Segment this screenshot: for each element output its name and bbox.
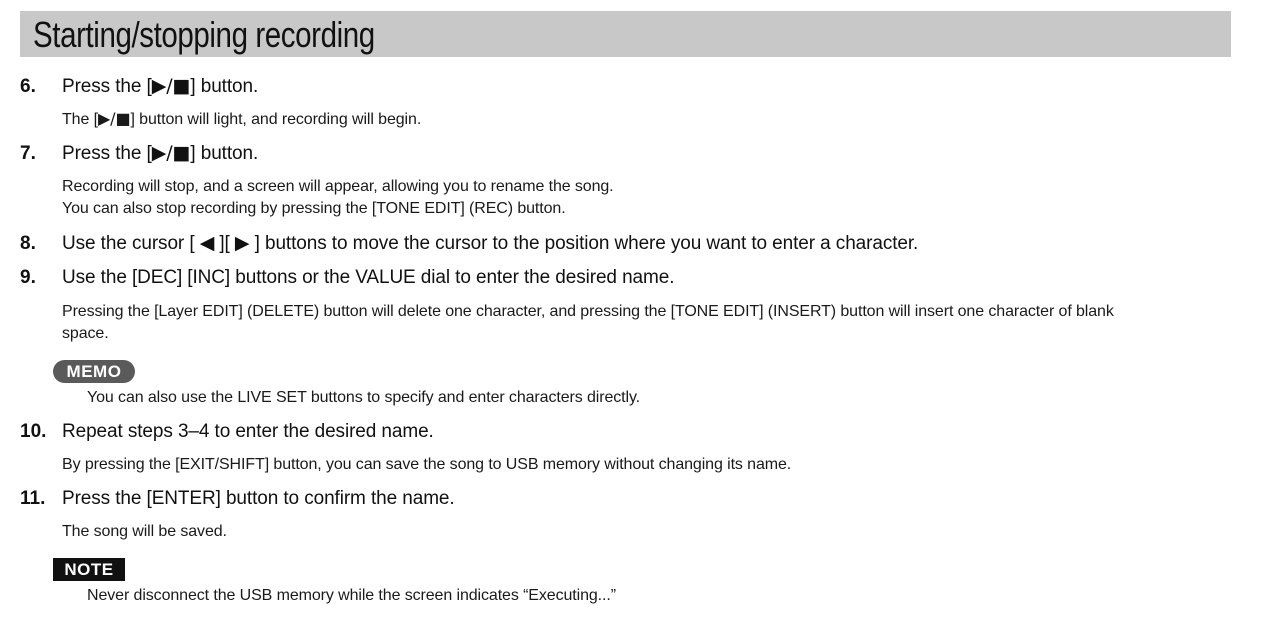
play-stop-icon: ▶/■ bbox=[151, 142, 191, 164]
step-7-body-line-1: Recording will stop, and a screen will appear, allowing you to rename the song. bbox=[62, 178, 614, 195]
step-number: 7. bbox=[20, 143, 36, 164]
step-number: 11. bbox=[20, 488, 46, 509]
step-number: 10. bbox=[20, 421, 47, 442]
note-text: Never disconnect the USB memory while the screen indicates “Executing...” bbox=[87, 587, 616, 604]
step-heading: Press the [▶/■] button. bbox=[62, 75, 259, 97]
step-11-body: The song will be saved. bbox=[62, 523, 227, 540]
play-stop-icon: ▶/■ bbox=[97, 109, 131, 128]
section-title: Starting/stopping recording bbox=[33, 14, 375, 55]
note-badge: NOTE bbox=[53, 558, 125, 581]
step-7-body-line-2: You can also stop recording by pressing the [TONE EDIT] (REC) button. bbox=[62, 200, 566, 217]
memo-text: You can also use the LIVE SET buttons to specify and enter characters directly. bbox=[87, 389, 641, 406]
cursor-right-icon: ▶ bbox=[234, 232, 250, 254]
step-9-body-line-2: space. bbox=[62, 325, 109, 342]
step-10-body: By pressing the [EXIT/SHIFT] button, you can save the song to USB memory without changing its name. bbox=[62, 456, 792, 473]
step-8 bbox=[20, 231, 918, 256]
memo-badge: MEMO bbox=[53, 360, 135, 383]
step-heading: Press the [▶/■] button. bbox=[62, 142, 259, 164]
step-heading: Repeat steps 3–4 to enter the desired name. bbox=[62, 421, 434, 442]
step-9 bbox=[20, 266, 674, 290]
step-6 bbox=[20, 74, 258, 99]
step-10 bbox=[20, 420, 434, 444]
step-heading: Use the [DEC] [INC] buttons or the VALUE dial to enter the desired name. bbox=[62, 267, 675, 288]
step-heading: Use the cursor [ ◀ ][ ▶ ] buttons to move the cursor to the position where you want to enter a character. bbox=[62, 232, 919, 254]
play-stop-icon: ▶/■ bbox=[151, 75, 191, 97]
step-9-body-line-1: Pressing the [Layer EDIT] (DELETE) button will delete one character, and pressing the [TONE EDIT] (INSERT) button will insert one character of blank bbox=[62, 303, 1114, 320]
step-number: 9. bbox=[20, 267, 36, 288]
step-7 bbox=[20, 141, 258, 166]
step-number: 8. bbox=[20, 233, 36, 254]
section-header bbox=[20, 11, 1231, 57]
step-11 bbox=[20, 487, 455, 511]
step-heading: Press the [ENTER] button to confirm the name. bbox=[62, 488, 455, 509]
cursor-left-icon: ◀ bbox=[199, 232, 215, 254]
step-number: 6. bbox=[20, 76, 36, 97]
step-6-body: The [▶/■] button will light, and recording will begin. bbox=[62, 109, 422, 128]
